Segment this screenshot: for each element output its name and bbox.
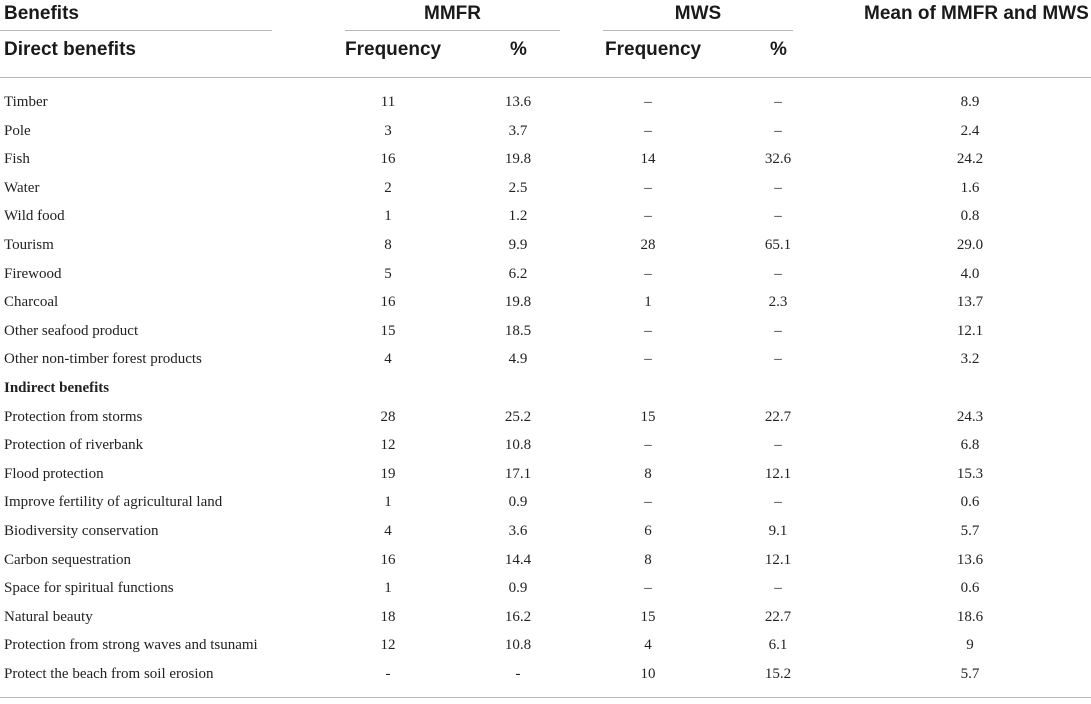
mws-frequency-cell: – [644, 437, 652, 453]
mws-frequency-cell: – [644, 180, 652, 196]
mmfr-percent-cell: 13.6 [504, 94, 532, 110]
mmfr-percent-cell: 0.9 [508, 580, 528, 596]
mmfr-percent-cell: 18.5 [504, 323, 532, 339]
mean-cell: 3.2 [960, 351, 980, 367]
mean-cell: 24.3 [956, 409, 984, 425]
mws-percent-cell: – [774, 266, 782, 282]
header-mmfr-percent: % [510, 39, 527, 60]
row-label: Tourism [4, 237, 54, 253]
mmfr-percent-cell: 3.6 [508, 523, 528, 539]
mmfr-frequency-cell: 1 [384, 208, 392, 224]
header-mws-frequency: Frequency [605, 39, 702, 60]
mean-cell: 8.9 [960, 94, 980, 110]
mws-percent-cell: 6.1 [768, 637, 788, 653]
mws-frequency-cell: 28 [640, 237, 656, 253]
mws-percent-cell: 9.1 [768, 523, 788, 539]
mws-percent-cell: 22.7 [764, 609, 792, 625]
mean-cell: 5.7 [960, 523, 980, 539]
mmfr-percent-cell: 16.2 [504, 609, 532, 625]
row-label: Water [4, 180, 40, 196]
mmfr-percent-cell: 19.8 [504, 151, 532, 167]
mean-cell: 13.7 [956, 294, 984, 310]
table-bottom-rule [0, 697, 1091, 698]
mmfr-frequency-cell: 16 [380, 552, 396, 568]
mmfr-percent-cell: 14.4 [504, 552, 532, 568]
mmfr-frequency-cell: 1 [384, 580, 392, 596]
mmfr-frequency-cell: 28 [380, 409, 396, 425]
section-title-indirect-benefits: Indirect benefits [4, 380, 110, 396]
header-rule-mmfr [345, 30, 560, 31]
row-label: Natural beauty [4, 609, 93, 625]
mmfr-frequency-cell: - [385, 666, 391, 682]
mmfr-percent-cell: 2.5 [508, 180, 528, 196]
mws-frequency-cell: 8 [644, 466, 652, 482]
mmfr-percent-cell: 17.1 [504, 466, 532, 482]
row-label: Other seafood product [4, 323, 139, 339]
mws-percent-cell: 12.1 [764, 552, 792, 568]
row-label: Wild food [4, 208, 65, 224]
mean-cell: 12.1 [956, 323, 984, 339]
mws-frequency-cell: 1 [644, 294, 652, 310]
mws-frequency-cell: 4 [644, 637, 652, 653]
row-label: Other non-timber forest products [4, 351, 202, 367]
mmfr-frequency-cell: 2 [384, 180, 392, 196]
mmfr-percent-cell: 19.8 [504, 294, 532, 310]
row-label: Protection from storms [4, 409, 143, 425]
header-rule-benefits [0, 30, 272, 31]
mmfr-frequency-cell: 4 [384, 523, 392, 539]
mws-percent-cell: – [774, 180, 782, 196]
mean-cell: 0.6 [960, 494, 980, 510]
mws-percent-cell: – [774, 351, 782, 367]
mws-frequency-cell: 10 [640, 666, 656, 682]
mws-percent-cell: 12.1 [764, 466, 792, 482]
mean-cell: 0.8 [960, 208, 980, 224]
mmfr-frequency-cell: 4 [384, 351, 392, 367]
mmfr-percent-cell: 10.8 [504, 637, 532, 653]
mws-frequency-cell: – [644, 494, 652, 510]
mws-percent-cell: – [774, 123, 782, 139]
header-benefits: Benefits [4, 3, 79, 24]
mmfr-percent-cell: - [515, 666, 521, 682]
mws-frequency-cell: – [644, 580, 652, 596]
mws-percent-cell: – [774, 208, 782, 224]
mws-frequency-cell: – [644, 208, 652, 224]
mmfr-frequency-cell: 16 [380, 294, 396, 310]
mws-percent-cell: – [774, 94, 782, 110]
header-direct-benefits: Direct benefits [4, 39, 136, 60]
row-label: Biodiversity conservation [4, 523, 159, 539]
mean-cell: 4.0 [960, 266, 980, 282]
mmfr-percent-cell: 0.9 [508, 494, 528, 510]
header-rule-mws [603, 30, 793, 31]
header-mmfr: MMFR [424, 3, 481, 24]
mws-frequency-cell: 8 [644, 552, 652, 568]
mws-percent-cell: 22.7 [764, 409, 792, 425]
mws-percent-cell: – [774, 323, 782, 339]
header-mmfr-frequency: Frequency [345, 39, 442, 60]
mean-cell: 29.0 [956, 237, 984, 253]
mws-percent-cell: 2.3 [768, 294, 788, 310]
row-label: Fish [4, 151, 30, 167]
mean-cell: 9 [966, 637, 974, 653]
mws-percent-cell: – [774, 494, 782, 510]
mws-percent-cell: 15.2 [764, 666, 792, 682]
mmfr-percent-cell: 6.2 [508, 266, 528, 282]
mmfr-frequency-cell: 11 [380, 94, 396, 110]
mmfr-frequency-cell: 5 [384, 266, 392, 282]
mmfr-frequency-cell: 15 [380, 323, 396, 339]
row-label: Protect the beach from soil erosion [4, 666, 214, 682]
mws-frequency-cell: 15 [640, 409, 656, 425]
mean-cell: 15.3 [956, 466, 984, 482]
mmfr-frequency-cell: 16 [380, 151, 396, 167]
mean-cell: 18.6 [956, 609, 984, 625]
mmfr-frequency-cell: 1 [384, 494, 392, 510]
header-mws: MWS [674, 3, 722, 24]
row-label: Space for spiritual functions [4, 580, 174, 596]
mws-frequency-cell: – [644, 94, 652, 110]
mmfr-frequency-cell: 8 [384, 237, 392, 253]
mmfr-frequency-cell: 12 [380, 637, 396, 653]
mmfr-frequency-cell: 12 [380, 437, 396, 453]
row-label: Pole [4, 123, 31, 139]
mws-frequency-cell: – [644, 323, 652, 339]
mws-percent-cell: – [774, 580, 782, 596]
mean-cell: 0.6 [960, 580, 980, 596]
mmfr-frequency-cell: 18 [380, 609, 396, 625]
header-bottom-rule [0, 77, 1091, 78]
mmfr-percent-cell: 25.2 [504, 409, 532, 425]
row-label: Protection of riverbank [4, 437, 144, 453]
row-label: Flood protection [4, 466, 104, 482]
mws-frequency-cell: 14 [640, 151, 656, 167]
mws-percent-cell: 65.1 [764, 237, 792, 253]
row-label: Protection from strong waves and tsunami [4, 637, 258, 653]
mean-cell: 13.6 [956, 552, 984, 568]
mean-cell: 2.4 [960, 123, 980, 139]
mmfr-percent-cell: 9.9 [508, 237, 528, 253]
mws-frequency-cell: – [644, 351, 652, 367]
mmfr-percent-cell: 4.9 [508, 351, 528, 367]
mean-cell: 24.2 [956, 151, 984, 167]
row-label: Charcoal [4, 294, 59, 310]
row-label: Improve fertility of agricultural land [4, 494, 223, 510]
row-label: Carbon sequestration [4, 552, 132, 568]
mws-frequency-cell: 6 [644, 523, 652, 539]
mws-percent-cell: 32.6 [764, 151, 792, 167]
mmfr-percent-cell: 3.7 [508, 123, 528, 139]
mws-frequency-cell: – [644, 266, 652, 282]
mmfr-percent-cell: 10.8 [504, 437, 532, 453]
mean-cell: 5.7 [960, 666, 980, 682]
row-label: Timber [4, 94, 48, 110]
mws-percent-cell: – [774, 437, 782, 453]
header-mws-percent: % [770, 39, 787, 60]
mws-frequency-cell: 15 [640, 609, 656, 625]
mmfr-frequency-cell: 19 [380, 466, 396, 482]
mws-frequency-cell: – [644, 123, 652, 139]
mean-cell: 1.6 [960, 180, 980, 196]
mean-cell: 6.8 [960, 437, 980, 453]
row-label: Firewood [4, 266, 62, 282]
header-mean: Mean of MMFR and MWS [864, 3, 1089, 24]
mmfr-percent-cell: 1.2 [508, 208, 528, 224]
mmfr-frequency-cell: 3 [384, 123, 392, 139]
